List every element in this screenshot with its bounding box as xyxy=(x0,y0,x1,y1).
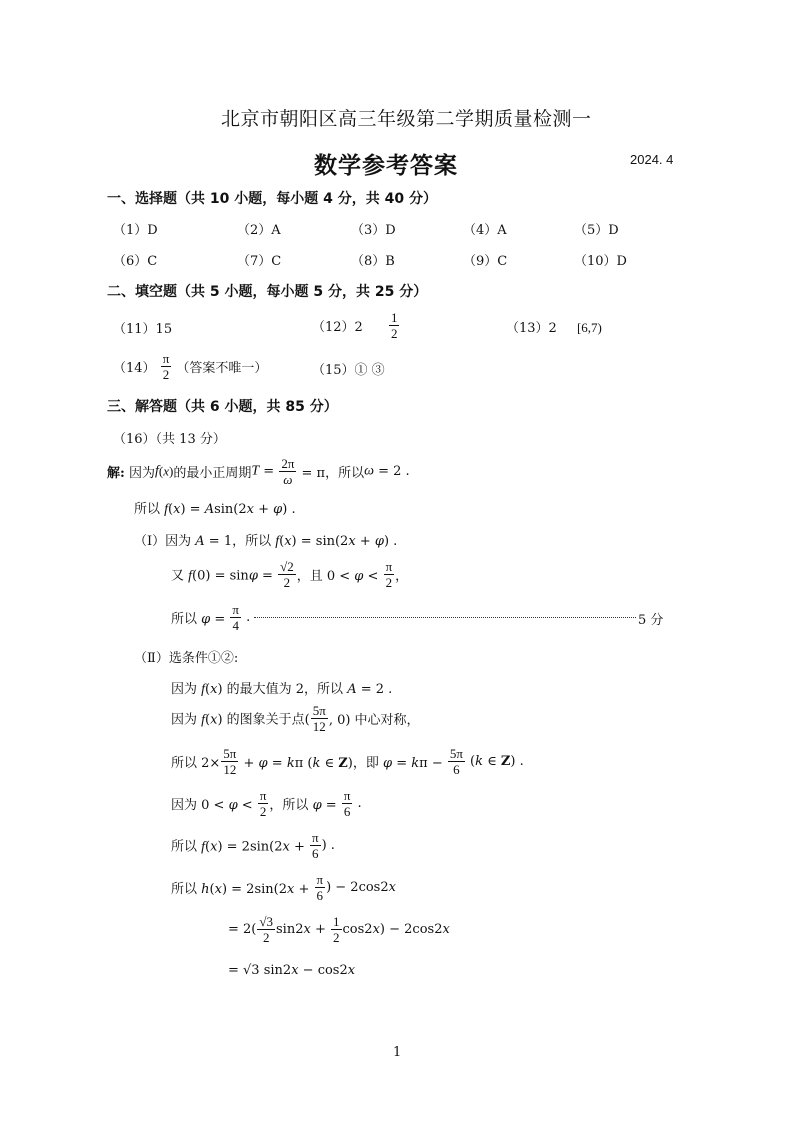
section-2-heading: 二、填空题（共 5 小题，每小题 5 分，共 25 分） xyxy=(107,284,428,300)
answer-6: （6）C xyxy=(113,254,158,269)
answer-12-numerator: 1 xyxy=(390,310,398,325)
answer-14 xyxy=(113,351,267,382)
part-1-line-3: 所以 φ = $\frac{\pi}{4}$ . xyxy=(171,602,251,633)
part-1-line-1: （Ⅰ）因为 A = 1，所以 f(x) = sin(2x + φ) . xyxy=(134,534,398,549)
answer-12 xyxy=(312,310,400,341)
score-leader-dots xyxy=(254,617,636,618)
answer-10: （10）D xyxy=(574,254,627,269)
answer-15: （15）① ③ xyxy=(312,363,385,378)
question-16-heading: （16）（共 13 分） xyxy=(113,432,226,447)
answer-9: （9）C xyxy=(463,254,508,269)
solution-line-1: 解: 因为f(x)的最小正周期T = $\frac{2\pi}{\omega}$ = π，所以ω = 2 . xyxy=(107,456,410,487)
part-2-line-4: 因为 0 < φ < $\frac{\pi}{2}$ ，所以 φ = $\frac{\pi}{6}$ . xyxy=(171,788,362,819)
answer-14-fraction xyxy=(161,351,172,382)
answer-14-note: （答案不唯一） xyxy=(176,361,268,376)
answer-2: （2）A xyxy=(237,223,281,238)
section-1-heading: 一、选择题（共 10 小题，每小题 4 分，共 40 分） xyxy=(107,191,437,207)
section-3-heading: 三、解答题（共 6 小题，共 85 分） xyxy=(107,399,338,415)
page-number: 1 xyxy=(393,1045,402,1060)
part-2-line-8: = √3 sin2x − cos2x xyxy=(228,963,356,978)
part-2-line-6: 所以 h(x) = 2sin(2x + $\frac{\pi}{6}$ ) − 2cos2x xyxy=(171,872,396,903)
answer-14-denominator: 2 xyxy=(162,367,170,382)
answer-3: （3）D xyxy=(351,223,396,238)
part-2-line-7: = 2( $\frac{√3}{2}$ sin2x + $\frac{1}{2}$ cos2x) − 2cos2x xyxy=(228,914,450,945)
document-title: 北京市朝阳区高三年级第二学期质量检测一 xyxy=(221,108,592,130)
answer-13-label: （13）2 xyxy=(506,321,557,336)
part-1-line-2: 又 f(0) = sinφ = $\frac{√2}{2}$ ，且 0 < φ < $\frac{\pi}{2}$ ， xyxy=(171,559,409,590)
answer-13-interval: [6,7) xyxy=(576,320,602,335)
part-1-label: （Ⅰ） xyxy=(134,534,166,549)
answer-12-label: （12）2 xyxy=(312,320,363,335)
answer-1: （1）D xyxy=(113,223,158,238)
part-2-line-3: 所以 2× $\frac{5\pi}{12}$ + φ = kπ (k ∈ Z)，即 φ = kπ − $\frac{5\pi}{6}$ (k ∈ Z) . xyxy=(171,746,524,777)
score-5: 5 分 xyxy=(638,613,664,628)
part-2-line-5: 所以 f(x) = 2sin(2x + $\frac{\pi}{6}$ ) . xyxy=(171,830,335,861)
answer-7: （7）C xyxy=(237,254,282,269)
answer-11: （11）15 xyxy=(113,322,173,337)
answer-14-numerator: π xyxy=(162,351,170,366)
solution-line-2: 所以 f(x) = Asin(2x + φ) . xyxy=(134,502,296,517)
part-2-line-1: 因为 f(x) 的最大值为 2，所以 A = 2 . xyxy=(171,682,393,697)
answer-13 xyxy=(506,317,602,336)
document-subtitle: 数学参考答案 xyxy=(314,153,458,179)
answer-4: （4）A xyxy=(463,223,507,238)
answer-8: （8）B xyxy=(351,254,395,269)
part-2-line-2: 因为 f(x) 的图象关于点( $\frac{5\pi}{12}$ , 0) 中心对称， xyxy=(171,703,420,734)
answer-14-label: （14） xyxy=(113,361,156,376)
answer-12-denominator: 2 xyxy=(390,326,398,341)
solution-label: 解: xyxy=(107,466,125,481)
part-2-label: （Ⅱ）选条件①②: xyxy=(134,651,239,666)
answer-5: （5）D xyxy=(574,223,619,238)
answer-12-fraction xyxy=(389,310,400,341)
document-date: 2024. 4 xyxy=(630,152,674,167)
